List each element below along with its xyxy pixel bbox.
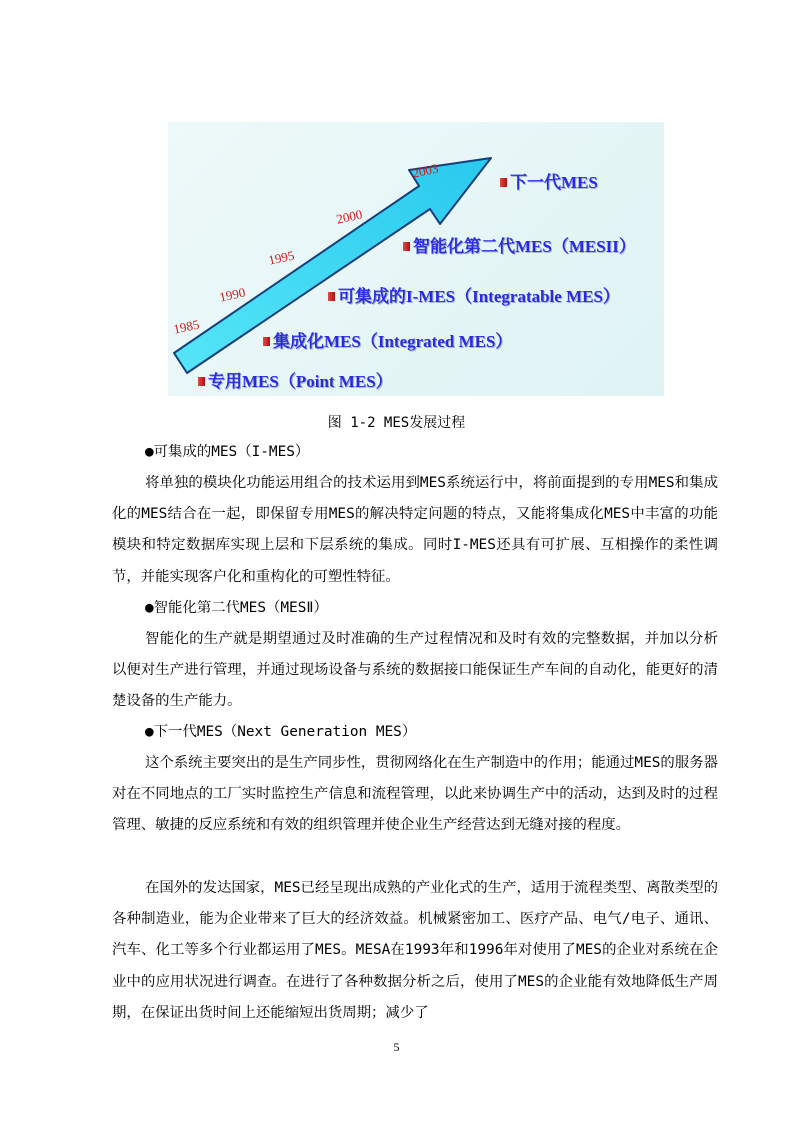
section-heading-i-mes: ●可集成的MES（I-MES） [145,444,310,460]
section-body-i-mes: 将单独的模块化功能运用组合的技术运用到MES系统运行中，将前面提到的专用MES和集成化的MES结合在一起，即保留专用MES的解决特定问题的特点，又能将集成化MES中丰富的功能模块和特定数据库实现上层和下层系统的集成。同时I-MES还具有可扩展、互相操作的柔性调节，并能实现客户化和重构化的可塑性特征。 [112,475,718,585]
generation-point-mes: 专用MES（Point MES） [198,367,393,392]
closing-paragraph: 在国外的发达国家，MES已经呈现出成熟的产业化式的生产，适用于流程类型、离散类型的各种制造业，能为企业带来了巨大的经济效益。机械紧密加工、医疗产品、电气/电子、通讯、汽车、化工等多个行业都运用了MES。MESA在1993年和1996年对使用了MES的企业对系统在企业中的应用状况进行调查。在进行了各种数据分析之后，使用了MES的企业能有效地降低生产周期，在保证出货时间上还能缩短出货周期；减少了 [112,880,718,1021]
growth-arrow-graphic [168,122,664,396]
generation-integratable-mes: 可集成的I-MES（Integratable MES） [328,282,620,307]
red-square-bullet-icon [198,377,205,386]
figure-caption: 图 1-2 MES发展过程 [327,415,466,431]
red-square-bullet-icon [263,337,270,346]
red-square-bullet-icon [500,178,507,187]
generation-next-mes: 下一代MES [500,168,598,193]
red-square-bullet-icon [328,292,335,301]
section-heading-next-gen-mes: ●下一代MES（Next Generation MES） [145,724,417,740]
year-label-1985: 1985 [172,316,201,337]
year-label-2003: 2003 [411,160,440,181]
section-heading-mesii: ●智能化第二代MES（MESⅡ） [145,600,328,616]
mes-evolution-figure [168,122,664,396]
section-body-mesii: 智能化的生产就是期望通过及时准确的生产过程情况和及时有效的完整数据，并加以分析以便对生产进行管理，并通过现场设备与系统的数据接口能保证生产车间的自动化，能更好的清楚设备的生产能力。 [112,631,718,710]
page-number: 5 [393,1040,400,1054]
red-square-bullet-icon [403,242,410,251]
year-label-2000: 2000 [335,206,364,227]
section-body-next-gen-mes: 这个系统主要突出的是生产同步性，贯彻网络化在生产制造中的作用；能通过MES的服务器对在不同地点的工厂实时监控生产信息和流程管理，以此来协调生产中的活动，达到及时的过程管理、敏捷的反应系统和有效的组织管理并使企业生产经营达到无缝对接的程度。 [112,755,718,834]
year-label-1990: 1990 [218,284,247,305]
generation-integrated-mes: 集成化MES（Integrated MES） [263,327,512,352]
year-label-1995: 1995 [267,247,296,268]
generation-mesii: 智能化第二代MES（MESII） [403,232,636,257]
